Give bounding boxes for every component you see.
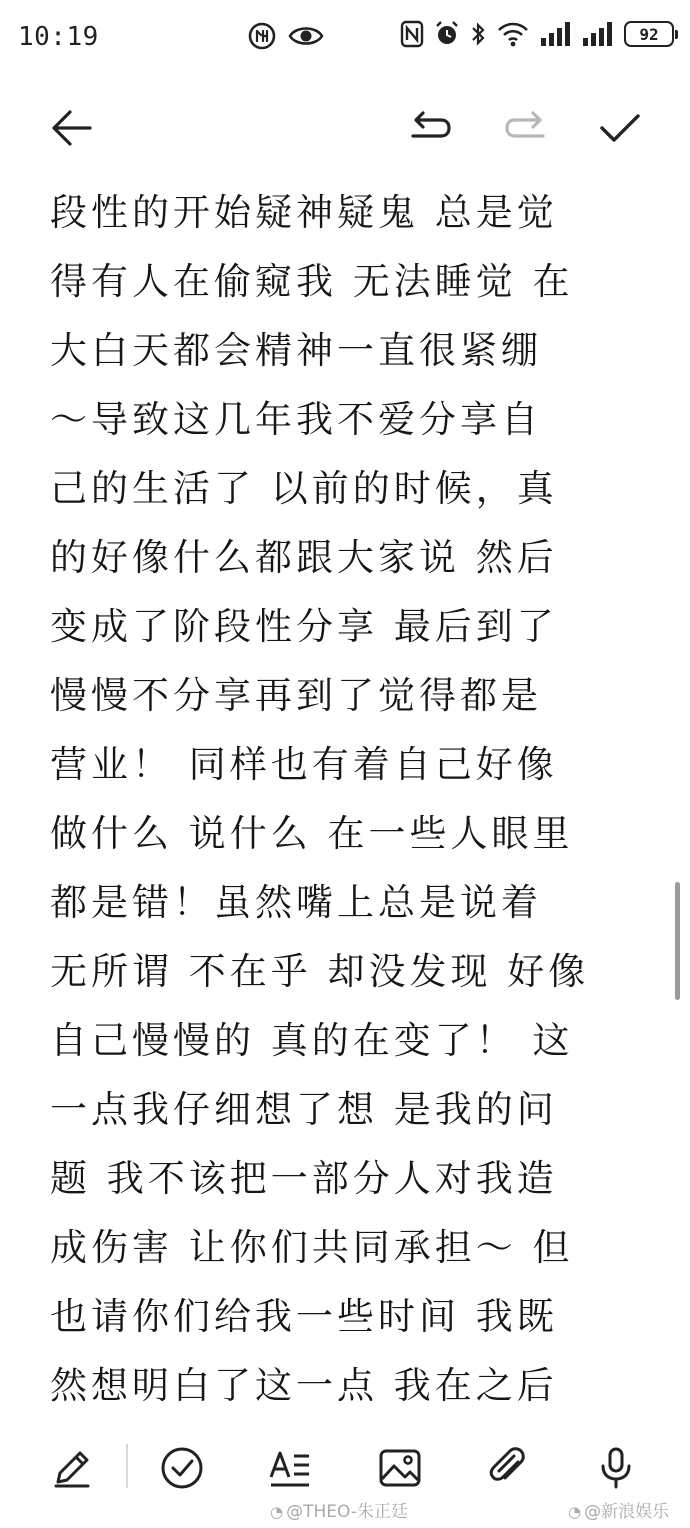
status-bar [0, 0, 690, 78]
signal-icon [582, 20, 614, 48]
note-line: 营业！ 同样也有着自己好像 [50, 743, 558, 786]
eye-icon [288, 22, 324, 50]
watermark-source [568, 1497, 669, 1522]
attachment-button[interactable] [476, 1436, 540, 1500]
note-line: 的好像什么都跟大家说 然后 [50, 536, 558, 579]
note-line: 都是错！虽然嘴上总是说着 [50, 881, 542, 924]
note-line: 做什么 说什么 在一些人眼里 [50, 812, 574, 855]
checklist-icon [159, 1445, 205, 1491]
attachment-icon [485, 1445, 531, 1491]
data-saver-icon [246, 20, 278, 52]
insert-image-button[interactable] [368, 1436, 432, 1500]
note-line: 无所谓 不在乎 却没发现 好像 [50, 950, 590, 993]
note-line: 己的生活了 以前的时候，真 [50, 467, 558, 510]
weibo-logo-icon: ◔ [270, 1503, 284, 1521]
image-icon [377, 1445, 423, 1491]
note-line: 慢慢不分享再到了觉得都是 [50, 674, 542, 717]
weibo-logo-icon: ◔ [568, 1503, 582, 1521]
note-line: 然想明白了这一点 我在之后 [50, 1364, 558, 1407]
watermark-author-text: @THEO-朱正廷 [286, 1502, 408, 1522]
undo-button[interactable] [402, 96, 458, 160]
note-line: 题 我不该把一部分人对我造 [50, 1157, 558, 1200]
pen-icon [50, 1446, 94, 1490]
alarm-icon [434, 20, 460, 48]
microphone-icon [593, 1445, 639, 1491]
note-line: 得有人在偷窥我 无法睡觉 在 [50, 260, 574, 303]
status-time: 10:19 [18, 22, 99, 52]
checklist-button[interactable] [150, 1436, 214, 1500]
note-line: 变成了阶段性分享 最后到了 [50, 605, 558, 648]
undo-icon [407, 110, 453, 146]
back-button[interactable] [44, 96, 100, 160]
voice-input-button[interactable] [584, 1436, 648, 1500]
signal-icon [540, 20, 572, 48]
redo-button[interactable] [498, 96, 554, 160]
check-icon [598, 110, 642, 146]
note-editor[interactable] [50, 178, 650, 1420]
text-format-button[interactable] [258, 1436, 322, 1500]
back-arrow-icon [50, 108, 94, 148]
watermark-source-text: @新浪娱乐 [584, 1502, 670, 1522]
text-format-icon [267, 1445, 313, 1491]
editor-toolbar [0, 96, 690, 160]
confirm-button[interactable] [592, 96, 648, 160]
status-right-icons [400, 20, 674, 48]
toolbar-divider [126, 1444, 128, 1488]
battery-level: 92 [639, 24, 659, 44]
note-line: 段性的开始疑神疑鬼 总是觉 [50, 191, 558, 234]
wifi-icon [496, 20, 530, 48]
nfc-icon [400, 20, 424, 48]
scrollbar-thumb[interactable] [675, 882, 680, 1000]
watermark-author [270, 1497, 408, 1522]
battery-icon [624, 21, 674, 47]
redo-icon [503, 110, 549, 146]
note-line: 也请你们给我一些时间 我既 [50, 1295, 558, 1338]
note-line: 自己慢慢的 真的在变了！ 这 [50, 1019, 574, 1062]
note-line: 一点我仔细想了想 是我的问 [50, 1088, 558, 1131]
handwriting-button[interactable] [40, 1436, 104, 1500]
status-left-icons [246, 20, 324, 52]
note-line: 大白天都会精神一直很紧绷 [50, 329, 542, 372]
bluetooth-icon [470, 20, 486, 48]
note-line: ～导致这几年我不爱分享自 [50, 398, 542, 441]
note-line: 成伤害 让你们共同承担～ 但 [50, 1226, 574, 1269]
